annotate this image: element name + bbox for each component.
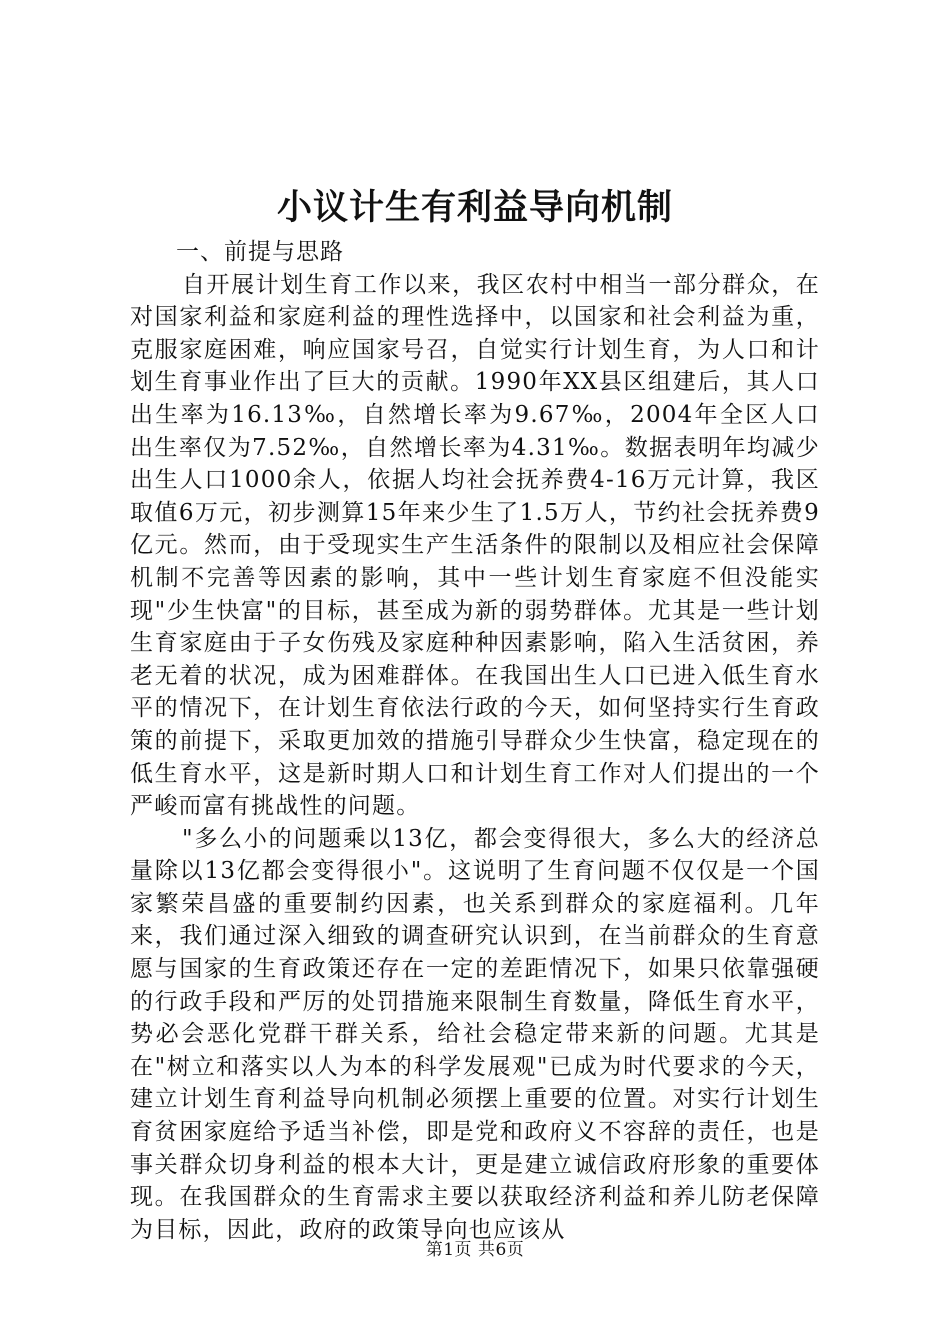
page-number-footer: 第1页 共6页: [425, 1240, 525, 1260]
document-body: [130, 236, 820, 1246]
paragraph-2: "多么小的问题乘以13亿，都会变得很大，多么大的经济总量除以13亿都会变得很小"。这说明了生育问题不仅仅是一个国家繁荣昌盛的重要制约因素，也关系到群众的家庭福利。几年来，我们通过深入细致的调查研究认识到，在当前群众的生育意愿与国家的生育政策还存在一定的差距情况下，如果只依靠强硬的行政手段和严厉的处罚措施来限制生育数量，降低生育水平，势必会恶化党群干群关系，给社会稳定带来新的问题。尤其是在"树立和落实以人为本的科学发展观"已成为时代要求的今天，建立计划生育利益导向机制必须摆上重要的位置。对实行计划生育贫困家庭给予适当补偿，即是党和政府义不容辞的责任，也是事关群众切身利益的根本大计，更是建立诚信政府形象的重要体现。在我国群众的生育需求主要以获取经济利益和养儿防老保障为目标，因此，政府的政策导向也应该从: [130, 825, 820, 1243]
paragraph-1: 自开展计划生育工作以来，我区农村中相当一部分群众，在对国家利益和家庭利益的理性选择中，以国家和社会利益为重，克服家庭困难，响应国家号召，自觉实行计划生育，为人口和计划生育事业作出了巨大的贡献。1990年XX县区组建后，其人口出生率为16.13‰，自然增长率为9.67‰，2004年全区人口出生率仅为7.52‰，自然增长率为4.31‰。数据表明年均减少出生人口1000余人，依据人均社会抚养费4-16万元计算，我区取值6万元，初步测算15年来少生了1.5万人，节约社会抚养费9亿元。然而，由于受现实生产生活条件的限制以及相应社会保障机制不完善等因素的影响，其中一些计划生育家庭不但没能实现"少生快富"的目标，甚至成为新的弱势群体。尤其是一些计划生育家庭由于子女伤残及家庭种种因素影响，陷入生活贫困，养老无着的状况，成为困难群体。在我国出生人口已进入低生育水平的情况下，在计划生育依法行政的今天，如何坚持实行生育政策的前提下，采取更加效的措施引导群众少生快富，稳定现在的低生育水平，这是新时期人口和计划生育工作对人们提出的一个严峻而富有挑战性的问题。: [130, 271, 820, 820]
document-title: 小议计生有利益导向机制: [276, 187, 673, 228]
section-heading: 一、前提与思路: [176, 239, 344, 265]
